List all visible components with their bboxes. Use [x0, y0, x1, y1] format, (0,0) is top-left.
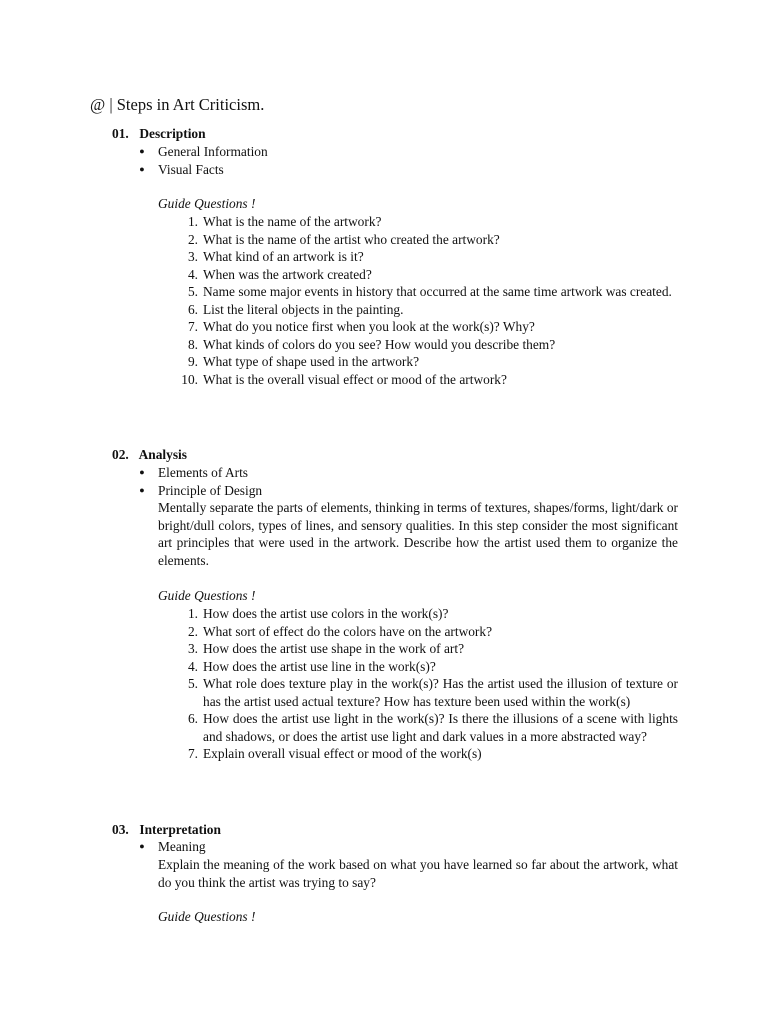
- bullet-item: [136, 464, 678, 482]
- question-text: Explain overall visual effect or mood of the work(s): [203, 746, 482, 761]
- question-number: 10.: [181, 371, 198, 387]
- guide-questions-label: Guide Questions !: [158, 588, 256, 603]
- bullet-label: General Information: [158, 144, 268, 159]
- section-number: 03.: [112, 822, 129, 837]
- question-number: 1.: [187, 214, 198, 229]
- section-heading-analysis: [112, 446, 187, 464]
- question-number: 7.: [187, 319, 198, 334]
- question-item: [178, 640, 678, 658]
- description-questions: [178, 213, 678, 388]
- question-text: What is the overall visual effect or mood of the artwork?: [203, 371, 507, 387]
- question-number: 6.: [187, 711, 198, 726]
- question-item: [178, 213, 678, 231]
- question-text: What role does texture play in the work(s)? Has the artist used the illusion of texture or has the artist used actual texture? How has texture been used within the work(s): [203, 676, 678, 709]
- bullet-item: [136, 482, 678, 500]
- question-number: 8.: [187, 336, 198, 352]
- question-text: Name some major events in history that occurred at the same time artwork was created.: [203, 284, 672, 299]
- section-heading-description: [112, 125, 206, 143]
- question-number: 9.: [187, 354, 198, 369]
- question-number: 7.: [187, 746, 198, 761]
- question-text: What is the name of the artist who created the artwork?: [203, 231, 500, 247]
- bullet-icon: ●: [139, 163, 145, 174]
- question-text: What is the name of the artwork?: [203, 214, 382, 229]
- question-text: What do you notice first when you look at the work(s)? Why?: [203, 319, 535, 334]
- question-number: 2.: [187, 231, 198, 247]
- question-text: How does the artist use line in the work(s)?: [203, 658, 436, 674]
- question-text: List the literal objects in the painting.: [203, 301, 404, 317]
- question-number: 3.: [187, 641, 198, 656]
- bullet-item: [136, 161, 678, 179]
- question-number: 3.: [187, 249, 198, 264]
- bullet-label: Elements of Arts: [158, 465, 249, 480]
- question-item: [178, 623, 678, 641]
- question-number: 6.: [187, 301, 198, 317]
- interpretation-bullets: [136, 838, 678, 856]
- bullet-icon: ●: [139, 146, 145, 156]
- question-item: [178, 283, 678, 301]
- question-text: When was the artwork created?: [203, 266, 372, 282]
- question-text: What kinds of colors do you see? How would you describe them?: [203, 336, 556, 352]
- question-item: [178, 658, 678, 676]
- description-bullets: [136, 143, 678, 178]
- question-item: [178, 710, 678, 745]
- question-text: What kind of an artwork is it?: [203, 249, 364, 264]
- section-title: Analysis: [138, 447, 187, 462]
- question-number: 5.: [187, 284, 198, 299]
- interpretation-paragraph: Explain the meaning of the work based on what you have learned so far about the artwork, what do you think the artist was trying to say?: [158, 857, 678, 890]
- analysis-bullets: [136, 464, 678, 499]
- question-item: [178, 336, 678, 354]
- bullet-icon: ●: [139, 467, 145, 477]
- question-item: [178, 231, 678, 249]
- section-number: 01.: [112, 126, 129, 141]
- question-number: 2.: [187, 623, 198, 639]
- question-item: [178, 353, 678, 371]
- question-item: [178, 301, 678, 319]
- question-number: 4.: [187, 266, 198, 282]
- document-title: @ | Steps in Art Criticism.: [90, 95, 265, 114]
- question-item: [178, 371, 678, 389]
- bullet-icon: ●: [139, 841, 145, 851]
- section-number: 02.: [112, 447, 129, 462]
- question-text: How does the artist use colors in the work(s)?: [203, 606, 449, 621]
- question-text: How does the artist use shape in the work of art?: [203, 641, 465, 656]
- bullet-label: Visual Facts: [158, 161, 224, 177]
- bullet-item: [136, 838, 678, 856]
- question-item: [178, 248, 678, 266]
- question-text: How does the artist use light in the work(s)? Is there the illusions of a scene with lights and shadows, or does the artist use light and dark values in a more abstracted way?: [203, 711, 678, 744]
- question-text: What sort of effect do the colors have on the artwork?: [203, 623, 493, 639]
- question-number: 4.: [187, 658, 198, 674]
- section-heading-interpretation: [112, 821, 221, 839]
- question-item: [178, 745, 678, 763]
- bullet-label: Principle of Design: [158, 482, 263, 498]
- analysis-questions: [178, 605, 678, 763]
- analysis-paragraph: Mentally separate the parts of elements, thinking in terms of textures, shapes/forms, light/dark or bright/dull colors, types of lines, and sensory qualities. In this step consider the most significant art principles that were used in the artwork. Describe how the artist used them to organize the elements.: [158, 500, 678, 568]
- question-item: [178, 605, 678, 623]
- bullet-icon: ●: [139, 484, 145, 495]
- question-text: What type of shape used in the artwork?: [203, 354, 420, 369]
- bullet-label: Meaning: [158, 839, 206, 854]
- section-title: Interpretation: [139, 822, 221, 837]
- question-number: 5.: [187, 676, 198, 691]
- question-number: 1.: [187, 606, 198, 621]
- question-item: [178, 675, 678, 710]
- bullet-item: [136, 143, 678, 161]
- section-title: Description: [139, 126, 206, 141]
- question-item: [178, 266, 678, 284]
- guide-questions-label: Guide Questions !: [158, 196, 256, 211]
- question-item: [178, 318, 678, 336]
- guide-questions-label: Guide Questions !: [158, 909, 256, 924]
